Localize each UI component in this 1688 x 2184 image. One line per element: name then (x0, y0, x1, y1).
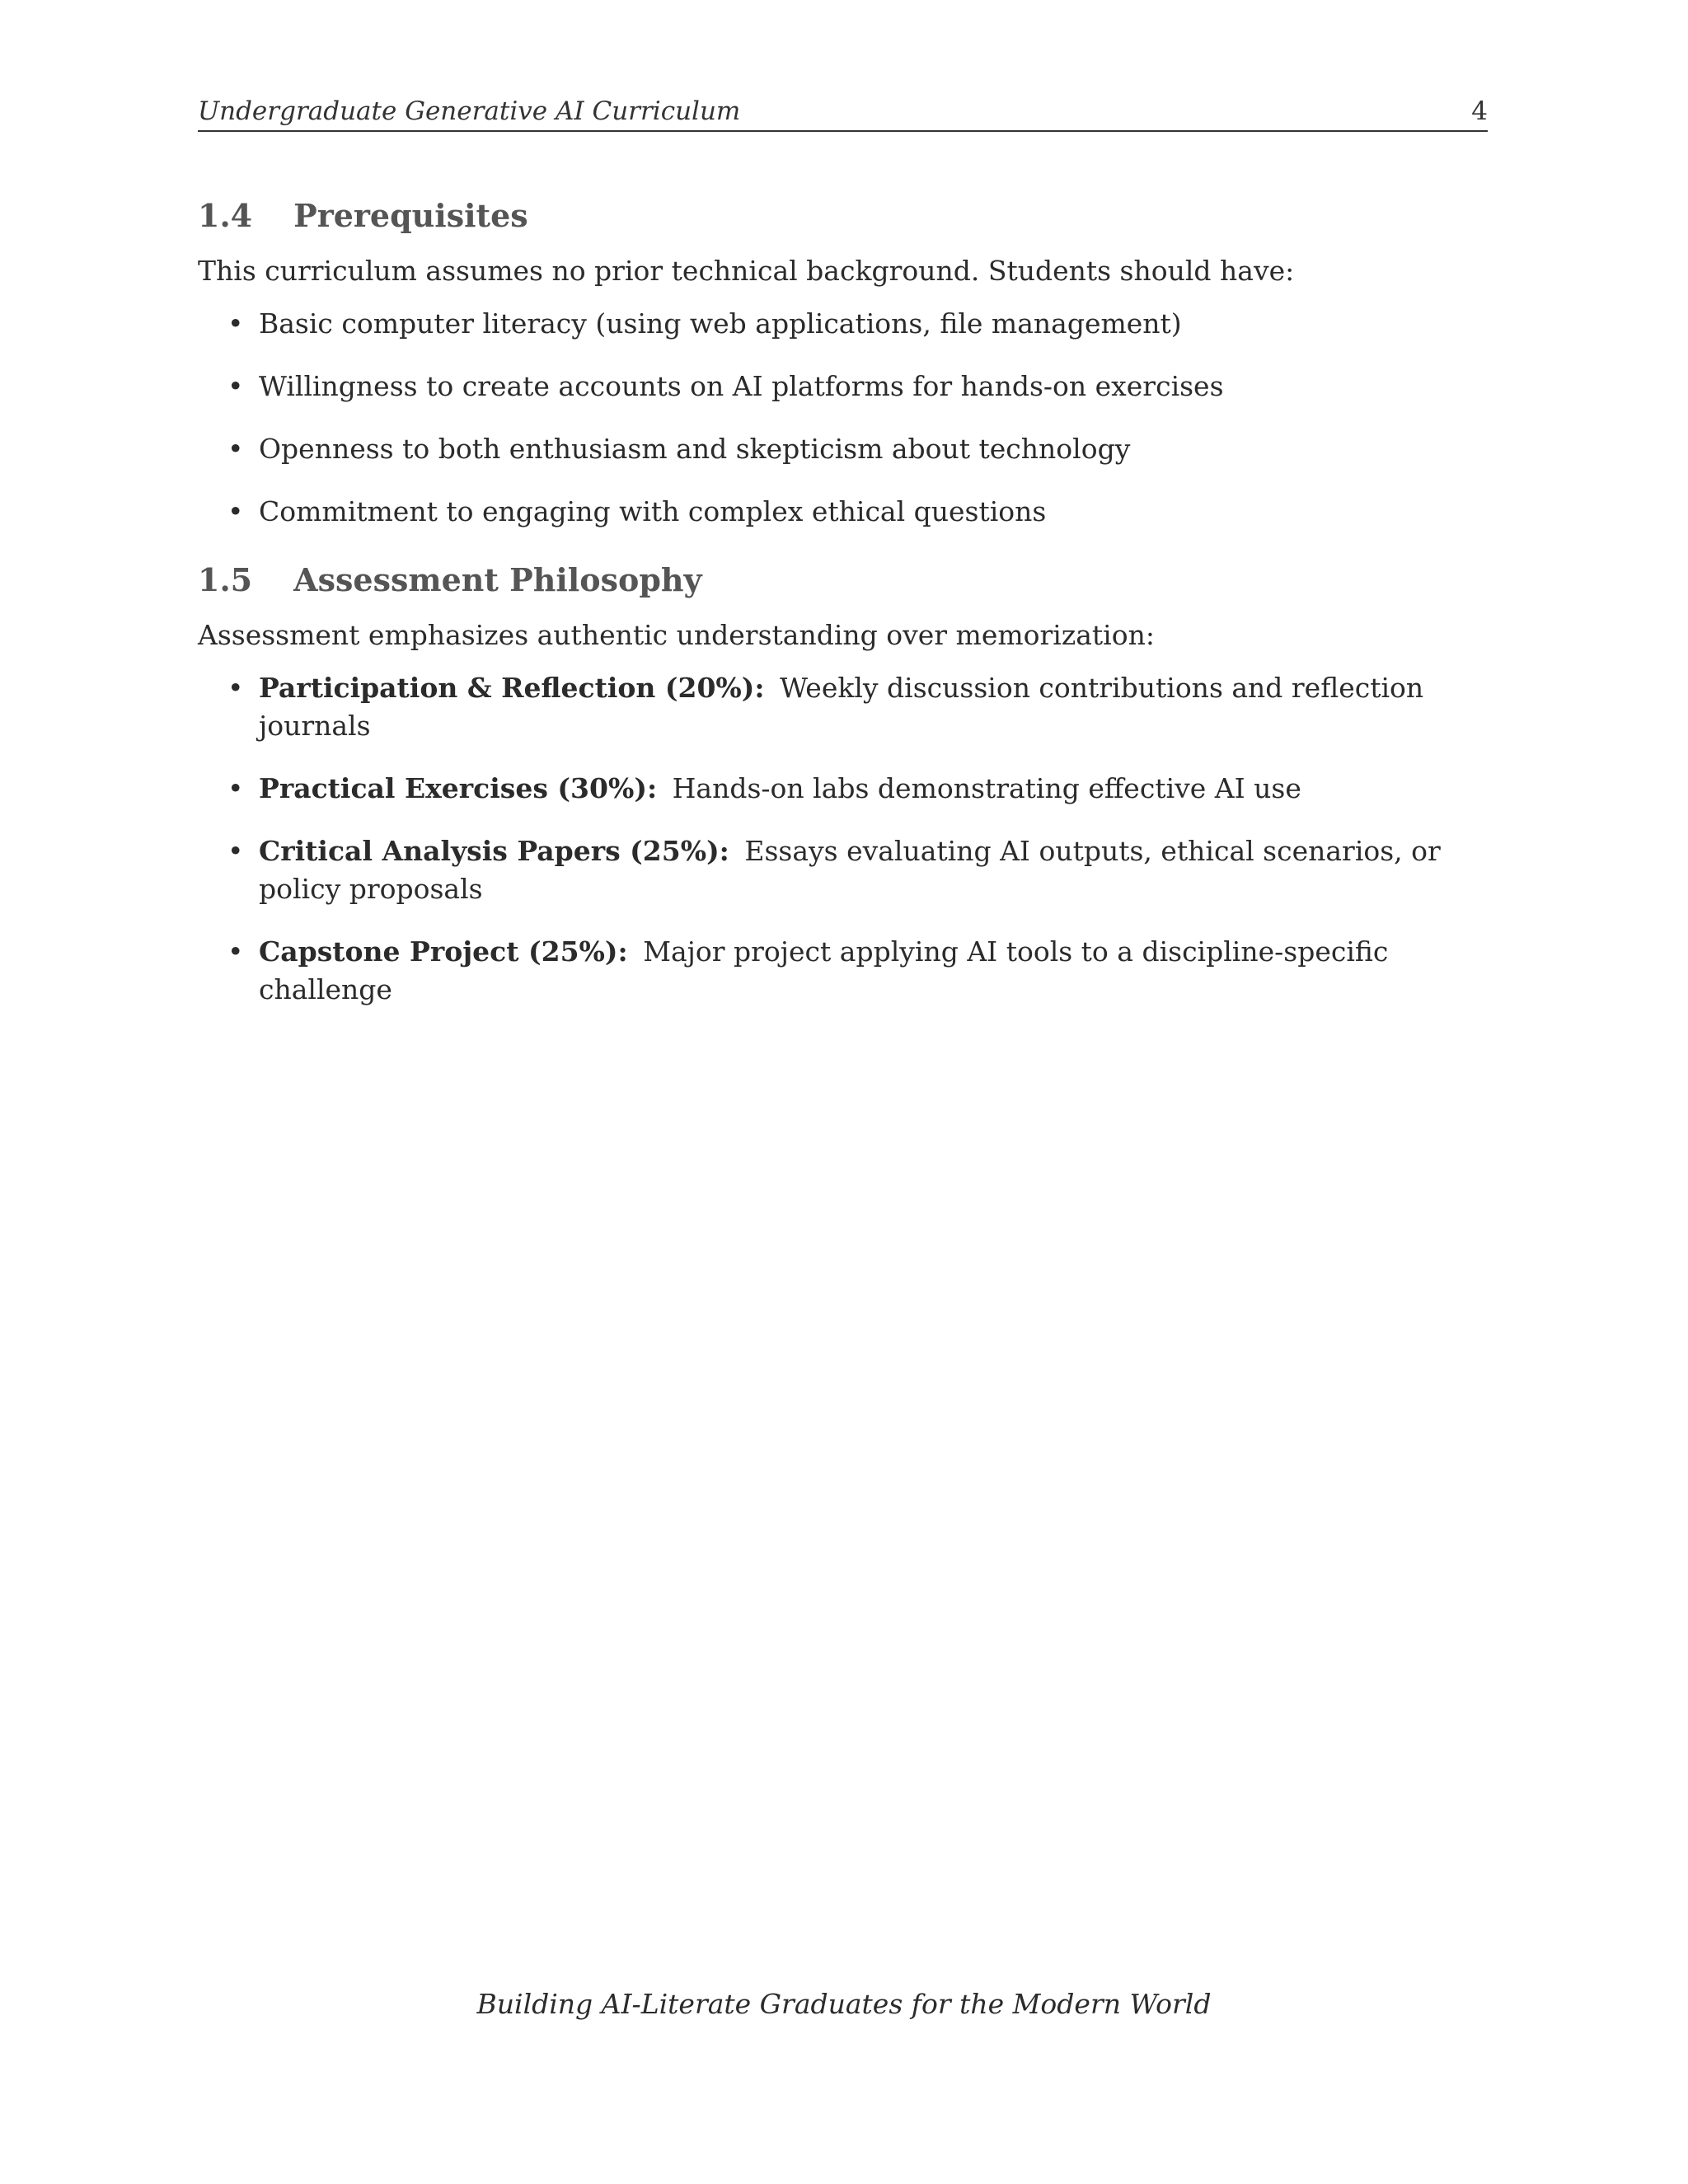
bullet-icon: • (227, 433, 244, 465)
section-heading (198, 191, 1488, 241)
item-text: Essays evaluating AI outputs, ethical scenarios, or policy proposals (259, 835, 1441, 905)
section-intro: This curriculum assumes no prior technical background. Students should have: (198, 255, 1295, 287)
list-item (198, 770, 1488, 808)
item-text: Major project applying AI tools to a discipline-specific challenge (259, 935, 1389, 1005)
section-title: Assessment Philosophy (293, 561, 702, 598)
item-text: Basic computer literacy (using web applications, file management) (259, 307, 1182, 340)
section-number: 1.4 (198, 197, 253, 234)
header-title: Undergraduate Generative AI Curriculum (198, 96, 741, 126)
list-item (198, 669, 1488, 745)
main-content (198, 191, 1488, 1033)
running-footer: Building AI-Literate Graduates for the Modern World (476, 1988, 1212, 2020)
list-item (198, 832, 1488, 908)
bullet-icon: • (227, 495, 244, 527)
item-text: Hands-on labs demonstrating effective AI use (672, 772, 1301, 804)
section-heading (198, 555, 1488, 605)
bullet-icon: • (227, 835, 244, 867)
item-text: Weekly discussion contributions and reflection journals (259, 672, 1424, 742)
item-lead: Practical Exercises (30%): (259, 772, 658, 804)
prerequisites-list (198, 305, 1488, 531)
section-title: Prerequisites (293, 197, 528, 234)
list-item (198, 430, 1488, 468)
running-header (198, 92, 1488, 132)
section-intro: Assessment emphasizes authentic understanding over memorization: (198, 619, 1155, 651)
bullet-icon: • (227, 935, 244, 968)
item-lead: Capstone Project (25%): (259, 935, 628, 968)
list-item (198, 305, 1488, 343)
item-lead: Critical Analysis Papers (25%): (259, 835, 729, 867)
list-item (198, 493, 1488, 531)
section-assessment-philosophy (198, 555, 1488, 1009)
bullet-icon: • (227, 672, 244, 704)
item-text: Willingness to create accounts on AI platforms for hands-on exercises (259, 370, 1224, 402)
item-text: Openness to both enthusiasm and skepticism about technology (259, 433, 1131, 465)
page-number: 4 (1471, 96, 1488, 126)
assessment-list (198, 669, 1488, 1009)
bullet-icon: • (227, 772, 244, 804)
section-prerequisites (198, 191, 1488, 531)
list-item (198, 933, 1488, 1009)
bullet-icon: • (227, 307, 244, 340)
section-number: 1.5 (198, 561, 253, 598)
item-text: Commitment to engaging with complex ethical questions (259, 495, 1047, 527)
list-item (198, 368, 1488, 405)
item-lead: Participation & Reflection (20%): (259, 672, 765, 704)
bullet-icon: • (227, 370, 244, 402)
